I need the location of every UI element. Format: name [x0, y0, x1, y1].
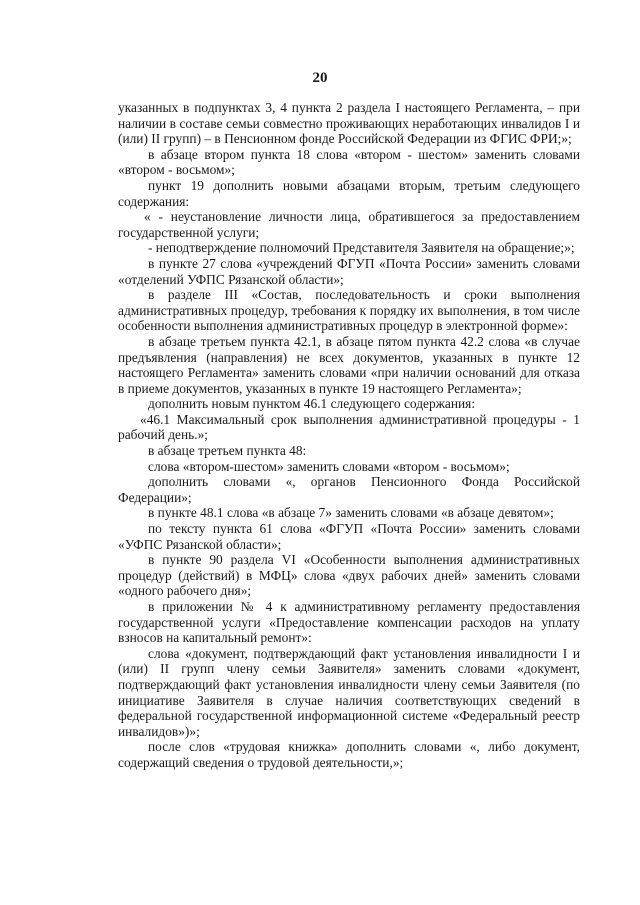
paragraph: дополнить словами «, органов Пенсионного Фонда Российской Федерации»; — [118, 474, 580, 505]
paragraph: слова «втором-шестом» заменить словами «втором - восьмом»; — [148, 458, 510, 474]
paragraph: после слов «трудовая книжка» дополнить словами «, либо документ, содержащий сведения о трудовой деятельности,»; — [118, 739, 580, 770]
paragraph: дополнить новым пунктом 46.1 следующего содержания: — [148, 396, 476, 412]
paragraph: в абзаце втором пункта 18 слова «втором - шестом» заменить словами «втором - восьмом»; — [118, 146, 580, 178]
paragraph: « - неустановление личности лица, обратившегося за предоставлением государственной услуги; — [118, 209, 580, 240]
paragraph: пункт 19 дополнить новыми абзацами вторым, третьим следующего содержания: — [118, 177, 580, 209]
paragraph: - неподтверждение полномочий Представителя Заявителя на обращение;»; — [148, 240, 575, 256]
page-number: 20 — [312, 70, 328, 86]
paragraph: в пункте 90 раздела VI «Особенности выполнения административных процедур (действий) в МФЦ» слова «двух рабочих дней» заменить словами «одного рабочего дня»; — [118, 552, 580, 599]
document-body — [118, 100, 580, 771]
paragraph: в пункте 27 слова «учреждений ФГУП «Почта России» заменить словами «отделений УФПС Рязанской области»; — [118, 255, 580, 287]
paragraph: в пункте 48.1 слова «в абзаце 7» заменить словами «в абзаце девятом»; — [148, 505, 554, 521]
paragraph: по тексту пункта 61 слова «ФГУП «Почта России» заменить словами «УФПС Рязанской области»; — [118, 521, 580, 552]
paragraph: в разделе III «Состав, последовательность и сроки выполнения административных процедур, требования к порядку их выполнения, в том числе особенности выполнения административных процедур в электронной форме»: — [118, 287, 580, 334]
paragraph: в приложении № 4 к административному регламенту предоставления государственной услуги «Предоставление компенсации расходов на уплату взносов на капитальный ремонт»: — [118, 599, 580, 646]
paragraph: в абзаце третьем пункта 42.1, в абзаце пятом пункта 42.2 слова «в случае предъявления (направления) не всех документов, указанных в пункте 12 настоящего Регламента» заменить словами «при наличии оснований для отказа в приеме документов, указанных в пункте 19 настоящего Регламента»; — [118, 333, 580, 396]
paragraph: слова «документ, подтверждающий факт установления инвалидности I и (или) II групп члену семьи Заявителя» заменить словами «документ, подтверждающий факт установления инвалидности члену семьи Заявителя (по инициативе Заявителя в случае наличия соответствующих сведений в федеральной государственной информационной системе «Федеральный реестр инвалидов»)»; — [118, 645, 580, 739]
paragraph: «46.1 Максимальный срок выполнения административной процедуры - 1 рабочий день.»; — [118, 411, 580, 443]
paragraph: указанных в подпунктах 3, 4 пункта 2 раздела I настоящего Регламента, – при наличии в составе семьи совместно проживающих неработающих инвалидов I и (или) II групп) – в Пенсионном фонде Российской Федерации из ФГИС ФРИ;»; — [118, 100, 580, 147]
paragraph: в абзаце третьем пункта 48: — [148, 443, 307, 459]
